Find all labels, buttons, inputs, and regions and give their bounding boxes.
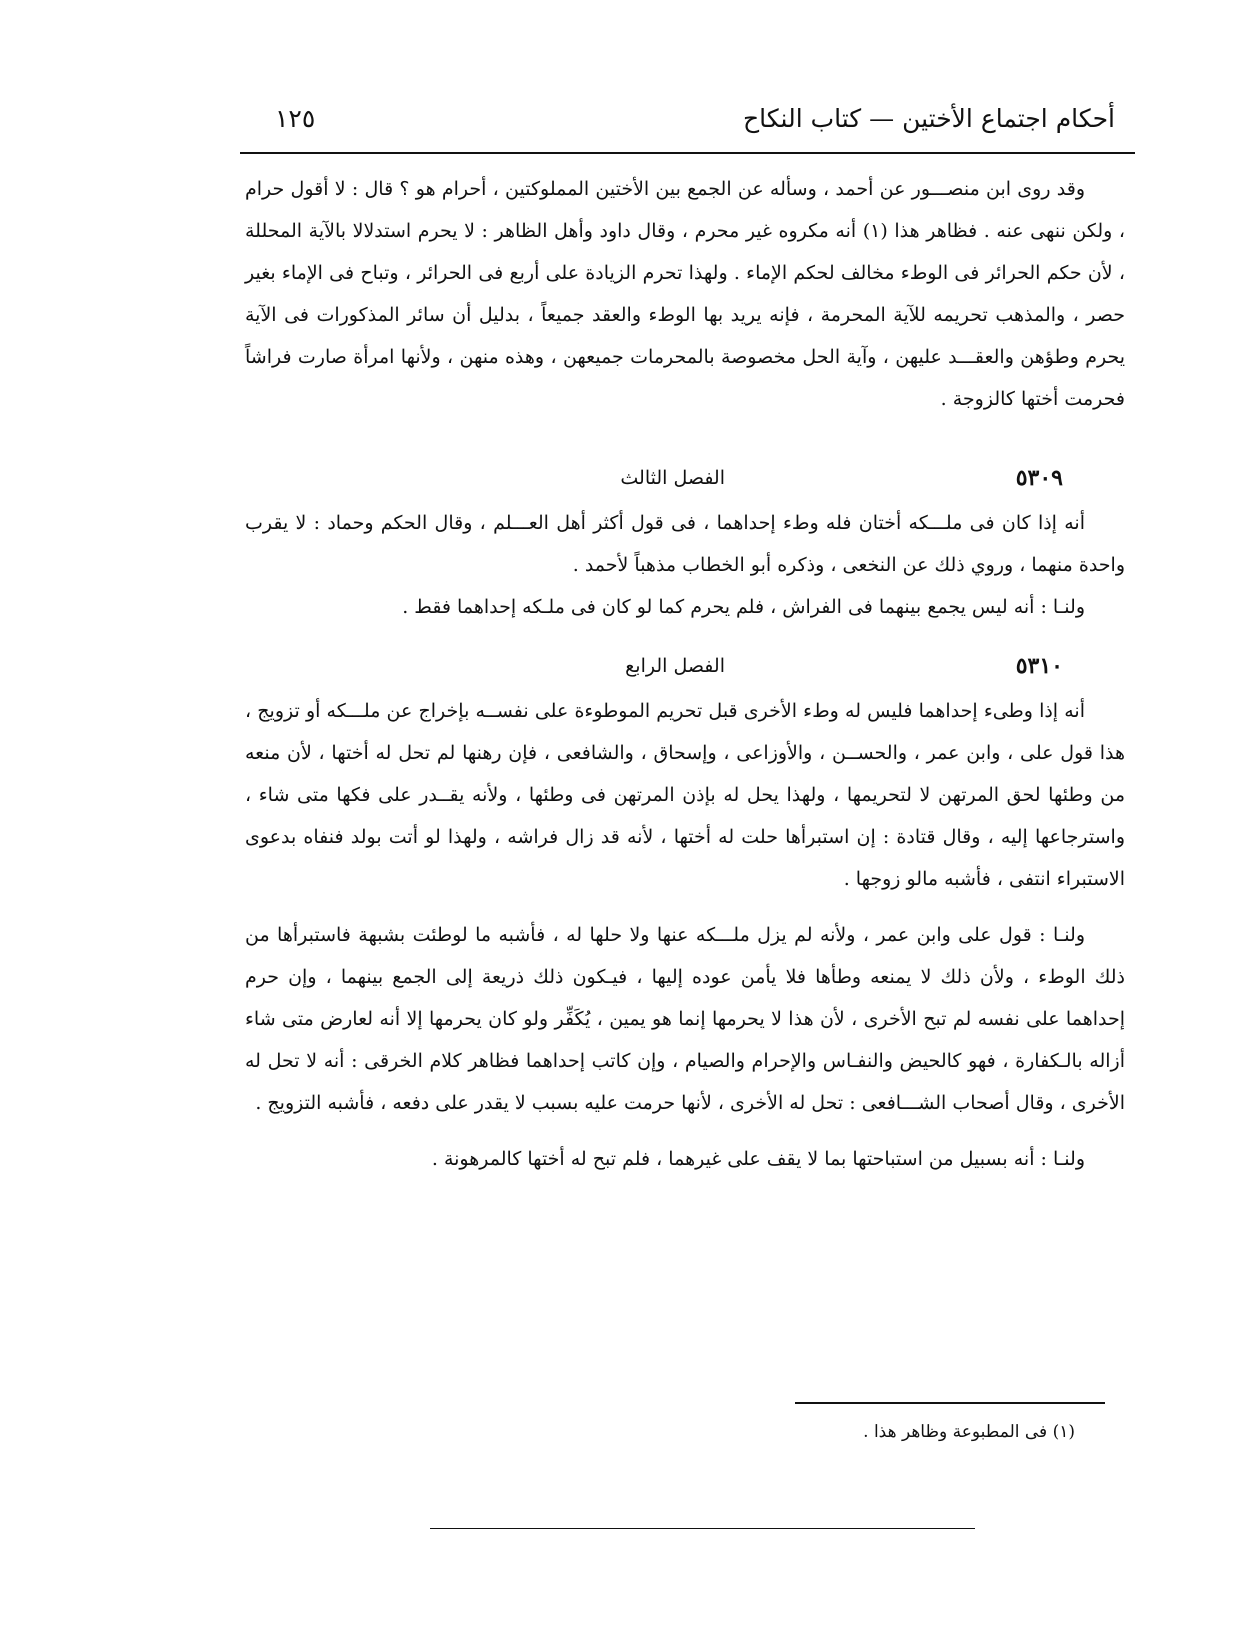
header-divider [240,152,1135,154]
section-heading [245,642,1125,690]
paragraph: وقد روى ابن منصـــور عن أحمد ، وسأله عن الجمع بين الأختين المملوكتين ، أحرام هو ؟ قال : لا أقول حرام ، ولكن ننهى عنه . فظاهر هذا (١) أنه مكروه غير محرم ، وقال داود وأهل الظاهر : لا يحرم استدلالا بالآية المحللة ، لأن حكم الحرائر فى الوطء مخالف لحكم الإماء . ولهذا تحرم الزيادة على أربع فى الحرائر ، وتباح فى الإماء بغير حصر ، والمذهب تحريمه للآية المحرمة ، فإنه يريد بها الوطء والعقد جميعاً ، بدليل أن سائر المذكورات فى الآية يحرم وطؤهن والعقـــد عليهن ، وآية الحل مخصوصة بالمحرمات جميعهن ، وهذه منهن ، ولأنها امرأة صارت فراشاً فحرمت أختها كالزوجة . [245,178,1126,410]
running-header [240,100,1135,150]
section-title: الفصل الثالث [620,467,725,489]
section-title: الفصل الرابع [625,655,725,677]
bottom-divider [430,1528,975,1529]
page-number: ١٢٥ [275,104,316,133]
paragraph: أنه إذا وطىء إحداهما فليس له وطء الأخرى قبل تحريم الموطوءة على نفســه بإخراج عن ملـــكه أو تزويج ، هذا قول على ، وابن عمر ، والحســن ، والأوزاعى ، وإسحاق ، والشافعى ، فإن رهنها لم تحل له أختها ، لأن منعه من وطئها لحق المرتهن لا لتحريمها ، ولهذا يحل له بإذن المرتهن فى وطئها ، ولأنه يقــدر على فكها متى شاء ، واسترجاعها إليه ، وقال قتادة : إن استبرأها حلت له أختها ، لأنه قد زال فراشه ، ولهذا لو أتت بولد فنفاه بدعوى الاستبراء انتفى ، فأشبه مالو زوجها . [245,700,1125,890]
paragraph: ولنـا : أنه بسبيل من استباحتها بما لا يقف على غيرهما ، فلم تبح له أختها كالمرهونة . [431,1148,1085,1170]
footnote: (١) فى المطبوعة وظاهر هذا . [863,1422,1075,1442]
section-number: ٥٣٠٩ [1015,465,1063,491]
paragraph: ولنـا : أنه ليس يجمع بينهما فى الفراش ، فلم يحرم كما لو كان فى ملـكه إحداهما فقط . [402,596,1085,618]
section-heading [245,454,1125,502]
header-title: أحكام اجتماع الأختين — كتاب النكاح [742,104,1115,133]
paragraph: ولنـا : قول على وابن عمر ، ولأنه لم يزل ملـــكه عنها ولا حلها له ، فأشبه ما لوطئت بشبهة فاستبرأها من ذلك الوطء ، ولأن ذلك لا يمنعه وطأها فلا يأمن عوده إليها ، فيـكون ذلك ذريعة إلى الجمع بينهما ، وإن حرم إحداهما على نفسه لم تبح الأخرى ، لأن هذا لا يحرمها إنما هو يمين ، يُكَفِّر ولو كان يحرمها إلا أنه لعارض متى شاء أزاله بالـكفارة ، فهو كالحيض والنفـاس والإحرام والصيام ، وإن كاتب إحداهما فظاهر كلام الخرقى : أنه لا تحل له الأخرى ، وقال أصحاب الشـــافعى : تحل له الأخرى ، لأنها حرمت عليه بسبب لا يقدر على دفعه ، فأشبه التزويج . [245,924,1125,1114]
paragraph: أنه إذا كان فى ملـــكه أختان فله وطء إحداهما ، فى قول أكثر أهل العـــلم ، وقال الحكم وحماد : لا يقرب واحدة منهما ، وروي ذلك عن النخعى ، وذكره أبو الخطاب مذهباً لأحمد . [245,512,1125,576]
main-text [245,168,1125,1180]
section-number: ٥٣١٠ [1015,653,1063,679]
footnote-divider [795,1402,1105,1404]
